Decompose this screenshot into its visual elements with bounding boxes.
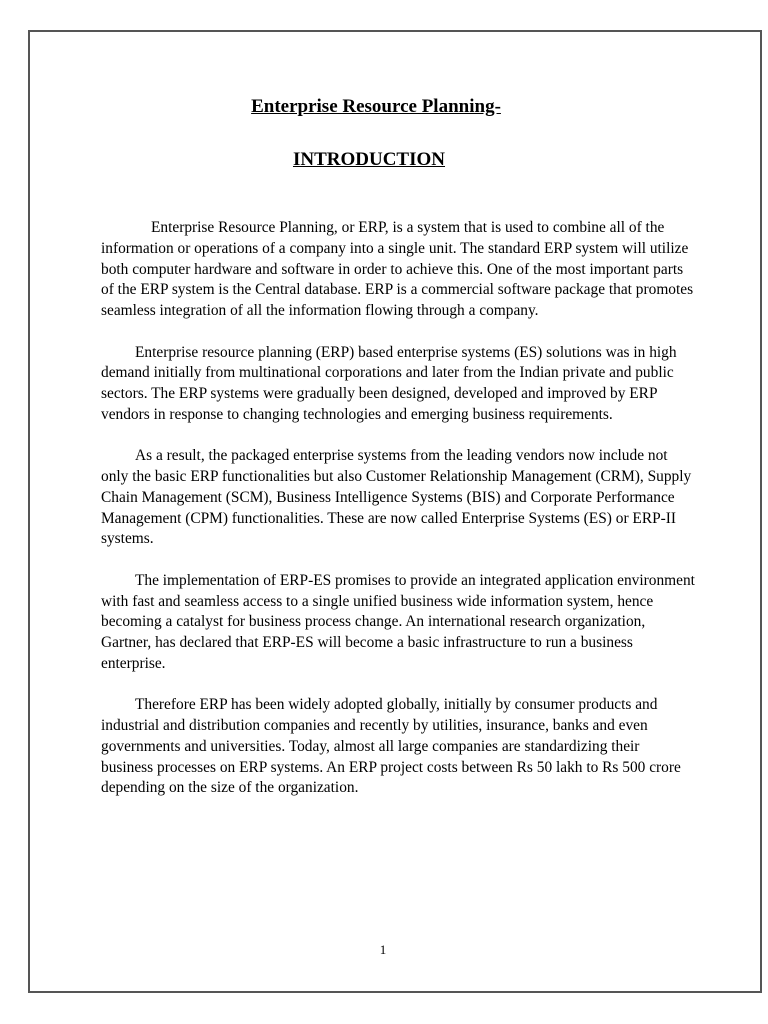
paragraph: Therefore ERP has been widely adopted globally, initially by consumer products and industrial and distribution companies and recently by utilities, insurance, banks and even governments and universities. Today, almost all large companies are standardizing their business processes on ERP systems. An ERP project costs between Rs 50 lakh to Rs 500 crore depending on the size of the organization. [101,696,681,797]
document-title-text: Enterprise Resource Planning- [251,96,501,117]
page-number: 1 [379,942,387,957]
section-heading [0,149,768,171]
document-title [0,96,768,118]
section-heading-text: INTRODUCTION [292,149,446,170]
paragraph: As a result, the packaged enterprise systems from the leading vendors now include not only the basic ERP functionalities but also Customer Relationship Management (CRM), Supply Chain Management (SCM), Business Intelligence Systems (BIS) and Corporate Performance Management (CPM) functionalities. These are now called Enterprise Systems (ES) or ERP-II systems. [101,447,692,548]
paragraph: Enterprise Resource Planning, or ERP, is a system that is used to combine all of the information or operations of a company into a single unit. The standard ERP system will utilize both computer hardware and software in order to achieve this. One of the most important parts of the ERP system is the Central database. ERP is a commercial software package that promotes seamless integration of all the information flowing through a company. [101,219,694,319]
paragraph: Enterprise resource planning (ERP) based enterprise systems (ES) solutions was in high demand initially from multinational corporations and later from the Indian private and public sectors. The ERP systems were gradually been designed, developed and improved by ERP vendors in response to changing technologies and emerging business requirements. [101,343,677,423]
document-body [101,218,695,820]
paragraph: The implementation of ERP-ES promises to provide an integrated application environment with fast and seamless access to a single unified business wide information system, hence becoming a catalyst for business process change. An international research organization, Gartner, has declared that ERP-ES will become a basic infrastructure to run a business enterprise. [101,571,695,672]
